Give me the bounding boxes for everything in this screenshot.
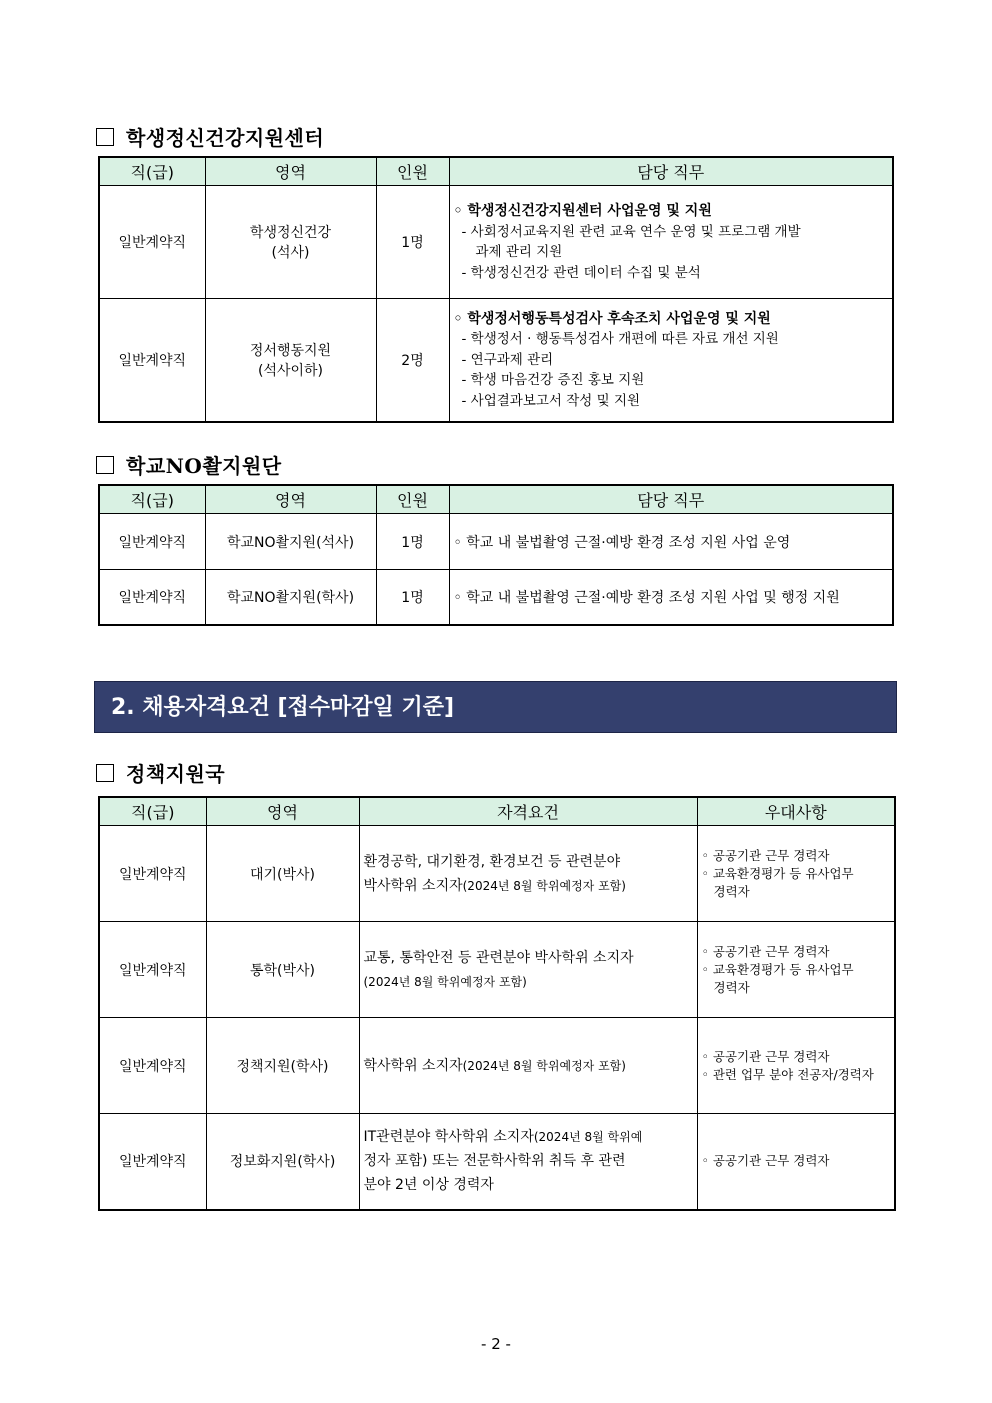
area-cell: 정보화지원(학사)	[206, 1114, 359, 1210]
table-row	[99, 299, 893, 422]
requirement-text: IT관련분야 학사학위 소지자	[363, 1129, 534, 1146]
checkbox-square-icon	[96, 128, 114, 146]
section-title-text: 정책지원국	[126, 762, 226, 786]
preference-item: ◦ 교육환경평가 등 유사업무	[701, 865, 854, 881]
requirement-cell	[359, 826, 697, 922]
requirement-line	[364, 874, 693, 898]
section-title-no-chwal	[96, 450, 282, 479]
table-header-row	[99, 485, 893, 514]
page-number: - 2 -	[481, 1335, 511, 1353]
duty-heading: ◦ 학생정서행동특성검사 후속조치 사업운영 및 지원	[453, 310, 771, 327]
section-banner: 2. 채용자격요건 [접수마감일 기준]	[94, 681, 897, 733]
checkbox-square-icon	[96, 456, 114, 474]
requirement-cell	[359, 1018, 697, 1114]
grade-cell: 일반계약직	[99, 299, 205, 422]
duty-cell	[449, 186, 893, 299]
grade-cell: 일반계약직	[99, 186, 205, 299]
area-cell: 학교NO촬지원(석사)	[205, 514, 376, 570]
header-grade: 직(급)	[99, 485, 205, 514]
checkbox-square-icon	[96, 764, 114, 782]
table-row	[99, 570, 893, 625]
header-count: 인원	[376, 485, 449, 514]
table-row	[99, 1018, 895, 1114]
grade-cell: 일반계약직	[99, 1018, 206, 1114]
duty-item: 과제 관리 지원	[475, 244, 563, 260]
requirement-text: 박사학위 소지자	[363, 877, 463, 894]
requirement-line: 분야 2년 이상 경력자	[363, 1177, 494, 1194]
preference-item: 경력자	[713, 979, 750, 995]
area-line: 정서행동지원	[249, 342, 332, 359]
duty-heading: ◦ 학생정신건강지원센터 사업운영 및 지원	[453, 203, 712, 219]
preference-item: ◦ 교육환경평가 등 유사업무	[701, 961, 854, 977]
count-cell: 2명	[376, 299, 449, 422]
header-area: 영역	[205, 485, 376, 514]
table-row	[99, 826, 895, 922]
requirement-cell	[359, 1114, 697, 1210]
duty-item: - 사회정서교육지원 관련 교육 연수 운영 및 프로그램 개발	[461, 223, 801, 240]
requirement-line: 정자 포함) 또는 전문학사학위 취득 후 관련	[363, 1153, 626, 1170]
preference-cell	[697, 1114, 895, 1210]
area-cell: 학교NO촬지원(학사)	[205, 570, 376, 625]
requirement-line: 환경공학, 대기환경, 환경보건 등 관련분야	[363, 853, 621, 870]
area-cell	[205, 186, 376, 299]
duty-cell: ◦ 학교 내 불법촬영 근절·예방 환경 조성 지원 사업 운영	[449, 514, 893, 570]
header-area: 영역	[205, 157, 376, 186]
preference-item: ◦ 공공기관 근무 경력자	[701, 847, 830, 863]
count-cell: 1명	[376, 514, 449, 570]
duty-item: - 사업결과보고서 작성 및 지원	[461, 392, 641, 409]
area-line: (석사)	[271, 245, 310, 261]
requirement-note: (2024년 8월 학위예정자 포함)	[363, 974, 527, 989]
preference-item: ◦ 공공기관 근무 경력자	[701, 943, 830, 959]
qualification-table	[98, 796, 896, 1211]
grade-cell: 일반계약직	[99, 570, 205, 625]
preference-item: 경력자	[713, 883, 750, 899]
area-line: 학생정신건강	[249, 225, 332, 241]
header-requirement: 자격요건	[359, 797, 697, 826]
duty-item: - 학생정서 · 행동특성검사 개편에 따른 자료 개선 지원	[461, 331, 779, 347]
no-chwal-table	[98, 484, 894, 626]
duty-item: - 학생정신건강 관련 데이터 수집 및 분석	[461, 264, 701, 281]
section-title-text: 학교NO촬지원단	[126, 454, 282, 478]
area-cell: 대기(박사)	[206, 826, 359, 922]
grade-cell: 일반계약직	[99, 514, 205, 570]
header-grade: 직(급)	[99, 797, 206, 826]
table-row	[99, 514, 893, 570]
requirement-text: 학사학위 소지자	[363, 1057, 463, 1074]
area-line: (석사이하)	[257, 362, 324, 379]
header-duty: 담당 직무	[449, 485, 893, 514]
grade-cell: 일반계약직	[99, 1114, 206, 1210]
requirement-cell	[359, 922, 697, 1018]
mental-health-table	[98, 156, 894, 423]
header-area: 영역	[206, 797, 359, 826]
duty-item: - 학생 마음건강 증진 홍보 지원	[461, 372, 645, 388]
preference-cell	[697, 922, 895, 1018]
requirement-note: (2024년 8월 학위예정자 포함)	[462, 878, 626, 893]
section-title-mental-health	[96, 122, 324, 151]
requirement-note: (2024년 8월 학위예정자 포함)	[462, 1058, 626, 1073]
area-cell: 통학(박사)	[206, 922, 359, 1018]
table-row	[99, 1114, 895, 1210]
section-title-text: 학생정신건강지원센터	[126, 126, 325, 150]
table-row	[99, 186, 893, 299]
area-cell: 정책지원(학사)	[206, 1018, 359, 1114]
duty-cell: ◦ 학교 내 불법촬영 근절·예방 환경 조성 지원 사업 및 행정 지원	[449, 570, 893, 625]
count-cell: 1명	[376, 570, 449, 625]
preference-cell	[697, 826, 895, 922]
requirement-line: 교통, 통학안전 등 관련분야 박사학위 소지자	[363, 949, 634, 966]
count-cell: 1명	[376, 186, 449, 299]
requirement-note: (2024년 8월 학위예	[533, 1130, 643, 1145]
duty-item: - 연구과제 관리	[461, 351, 554, 368]
area-cell	[205, 299, 376, 422]
table-header-row	[99, 157, 893, 186]
header-grade: 직(급)	[99, 157, 205, 186]
grade-cell: 일반계약직	[99, 826, 206, 922]
preference-item: ◦ 관련 업무 분야 전공자/경력자	[701, 1066, 874, 1082]
table-header-row	[99, 797, 895, 826]
preference-cell	[697, 1018, 895, 1114]
table-row	[99, 922, 895, 1018]
duty-cell	[449, 299, 893, 422]
header-count: 인원	[376, 157, 449, 186]
requirement-line	[364, 1125, 693, 1149]
header-preference: 우대사항	[697, 797, 895, 826]
section-title-policy	[96, 758, 225, 787]
preference-item: ◦ 공공기관 근무 경력자	[701, 1153, 830, 1169]
grade-cell: 일반계약직	[99, 922, 206, 1018]
preference-item: ◦ 공공기관 근무 경력자	[701, 1048, 830, 1064]
header-duty: 담당 직무	[449, 157, 893, 186]
